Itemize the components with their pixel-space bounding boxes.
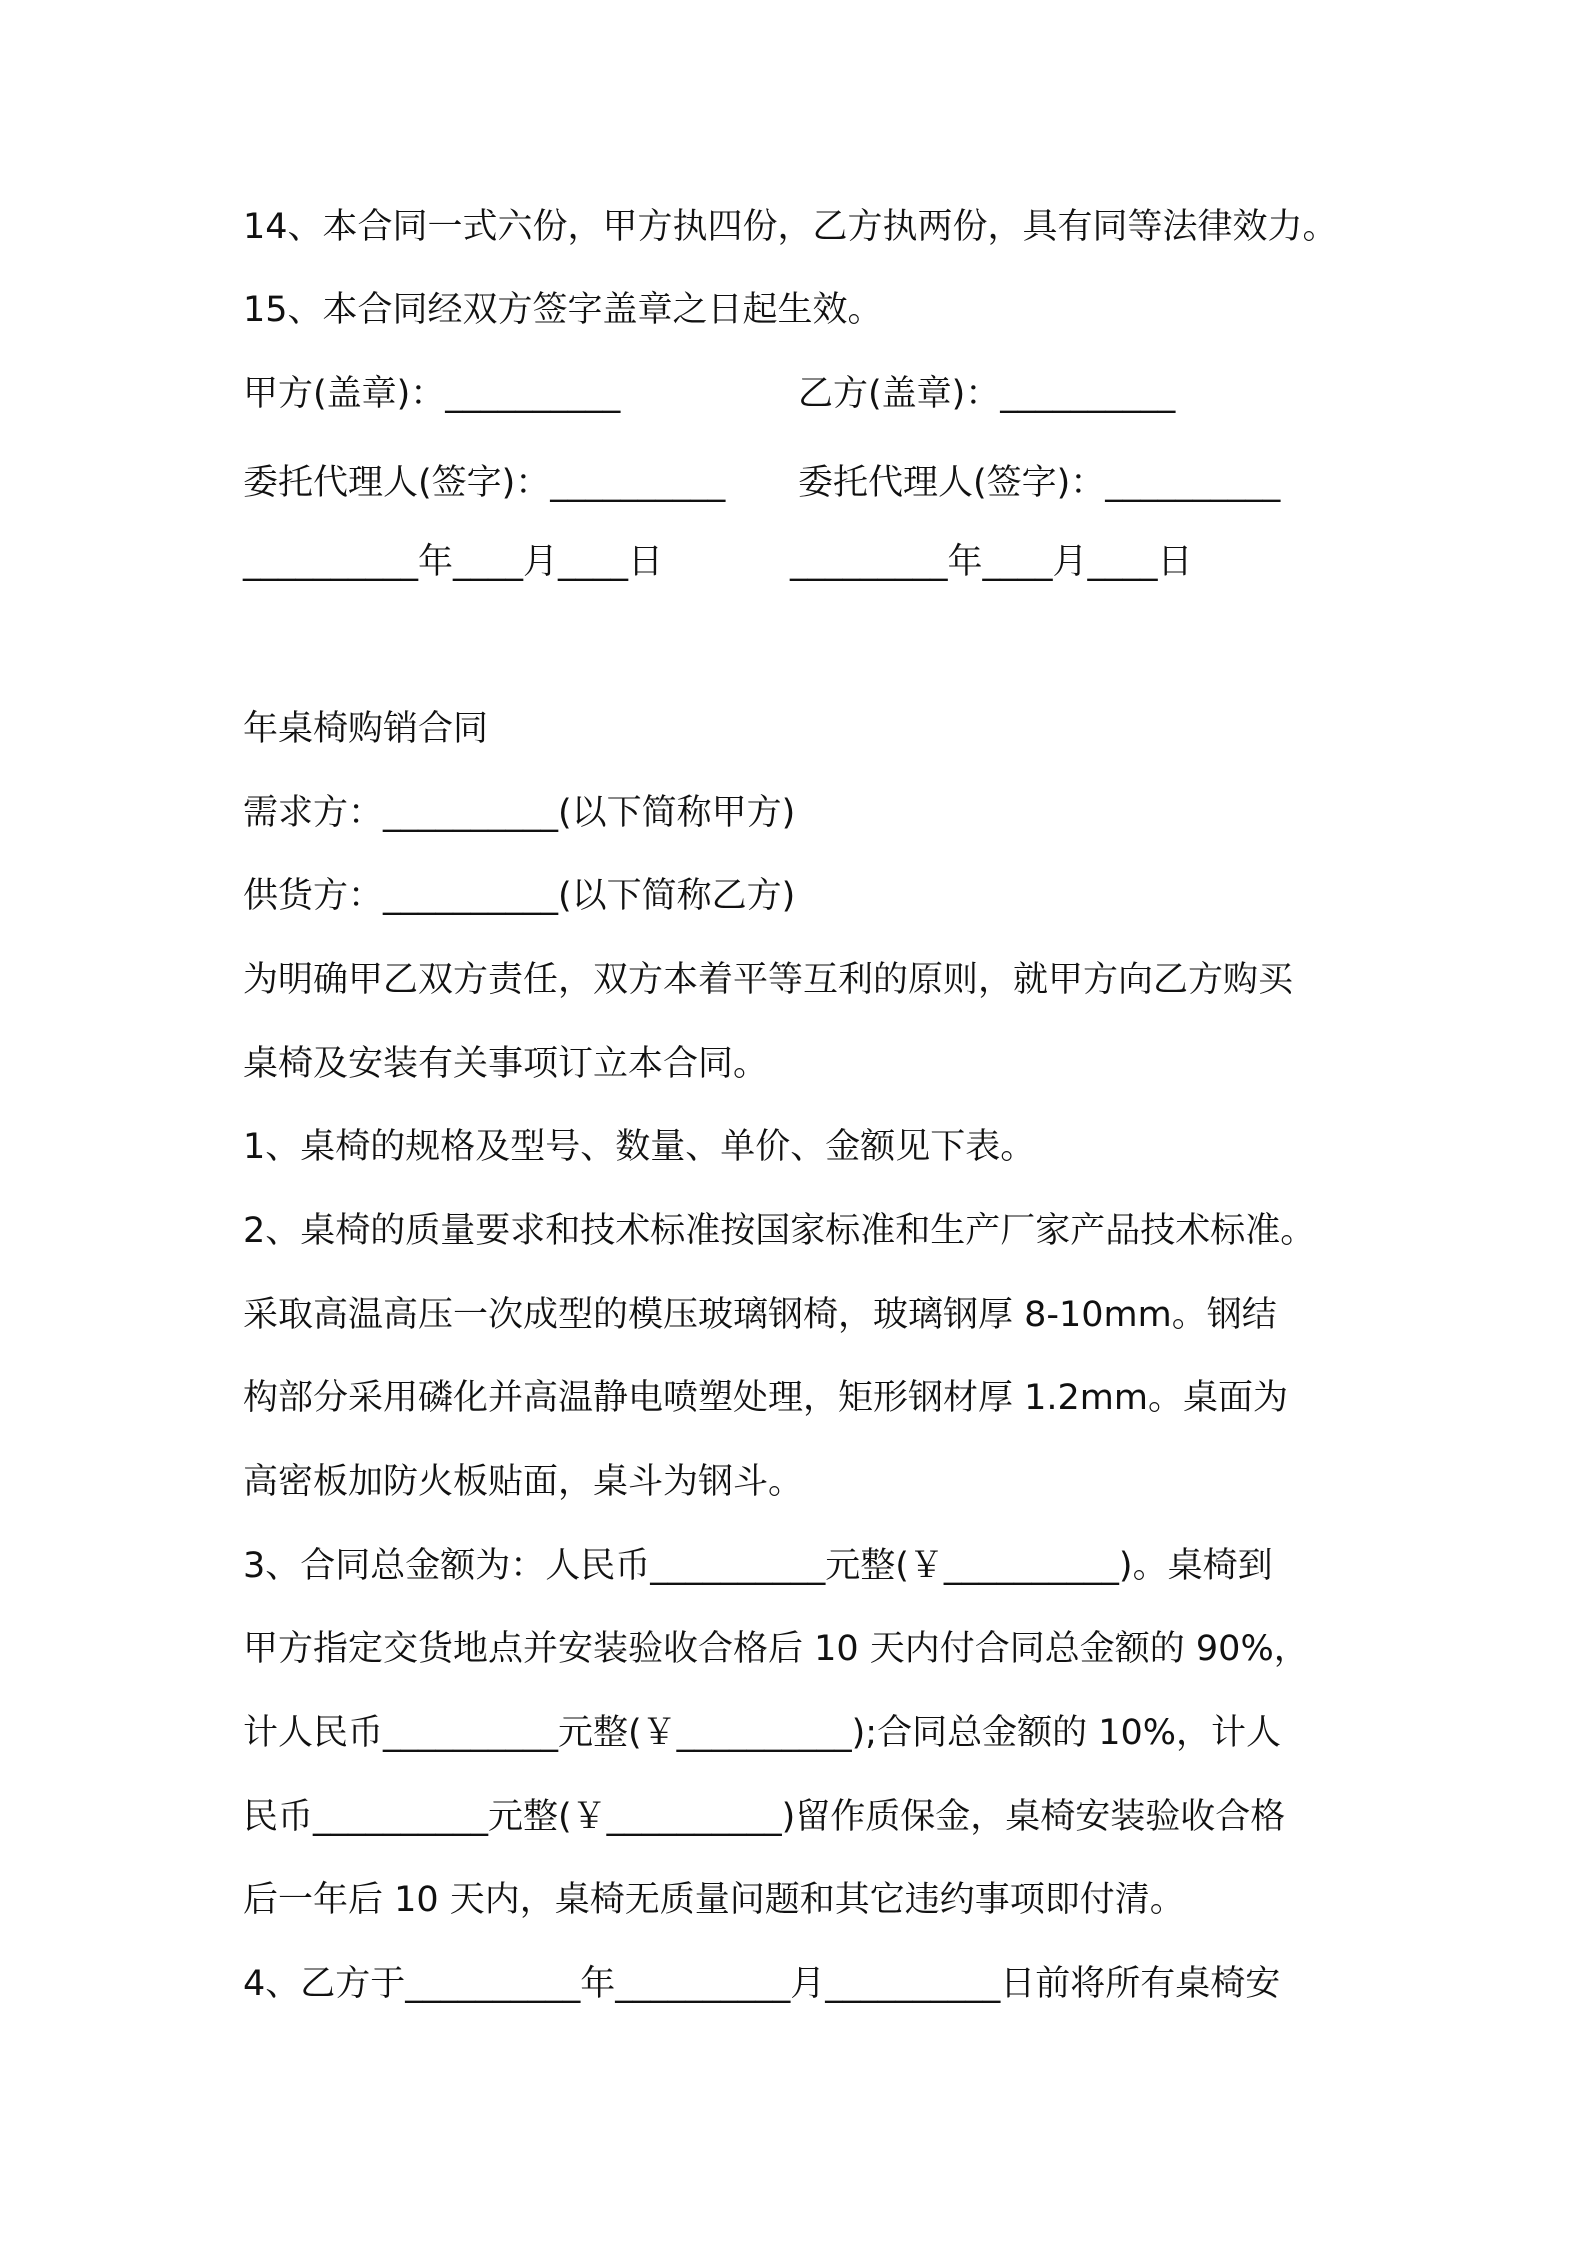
item-3-line-5: 后一年后 10 天内，桌椅无质量问题和其它违约事项即付清。 <box>243 1880 1185 1920</box>
item-3-line-3: 计人民币__________元整(￥__________);合同总金额的 10%，计人 <box>243 1713 1282 1753</box>
item-2-line-3: 构部分采用磷化并高温静电喷塑处理，矩形钢材厚 1.2mm。桌面为 <box>243 1378 1288 1418</box>
item-1: 1、桌椅的规格及型号、数量、单价、金额见下表。 <box>243 1127 1036 1167</box>
item-3-line-1: 3、合同总金额为：人民币__________元整(￥__________)。桌椅到 <box>243 1546 1273 1586</box>
party-a-agent-line: 委托代理人(签字)：__________ <box>243 463 726 503</box>
item-2-line-4: 高密板加防火板贴面，桌斗为钢斗。 <box>243 1462 804 1502</box>
party-a-seal-line: 甲方(盖章)：__________ <box>243 374 621 414</box>
intro-line-1: 为明确甲乙双方责任，双方本着平等互利的原则，就甲方向乙方购买 <box>243 960 1294 1000</box>
item-4-line-1: 4、乙方于__________年__________月__________日前将所有桌椅安 <box>243 1964 1281 2004</box>
item-3-line-2: 甲方指定交货地点并安装验收合格后 10 天内付合同总金额的 90%， <box>243 1629 1309 1669</box>
item-3-line-4: 民币__________元整(￥__________)留作质保金，桌椅安装验收合格 <box>243 1797 1286 1837</box>
intro-line-2: 桌椅及安装有关事项订立本合同。 <box>243 1044 769 1084</box>
party-b-agent-line: 委托代理人(签字)：__________ <box>798 463 1281 503</box>
item-2-line-1: 2、桌椅的质量要求和技术标准按国家标准和生产厂家产品技术标准。 <box>243 1211 1316 1251</box>
clause-15: 15、本合同经双方签字盖章之日起生效。 <box>243 290 883 330</box>
clause-14: 14、本合同一式六份，甲方执四份，乙方执两份，具有同等法律效力。 <box>243 207 1338 247</box>
party-a-date-line: __________年____月____日 <box>243 542 664 582</box>
contract-title: 年桌椅购销合同 <box>243 709 489 749</box>
item-2-line-2: 采取高温高压一次成型的模压玻璃钢椅，玻璃钢厚 8-10mm。钢结 <box>243 1295 1277 1335</box>
supplier-line: 供货方：__________(以下简称乙方) <box>243 876 796 916</box>
buyer-line: 需求方：__________(以下简称甲方) <box>243 793 796 833</box>
party-b-date-line: _________年____月____日 <box>790 542 1193 582</box>
party-b-seal-line: 乙方(盖章)：__________ <box>798 374 1176 414</box>
